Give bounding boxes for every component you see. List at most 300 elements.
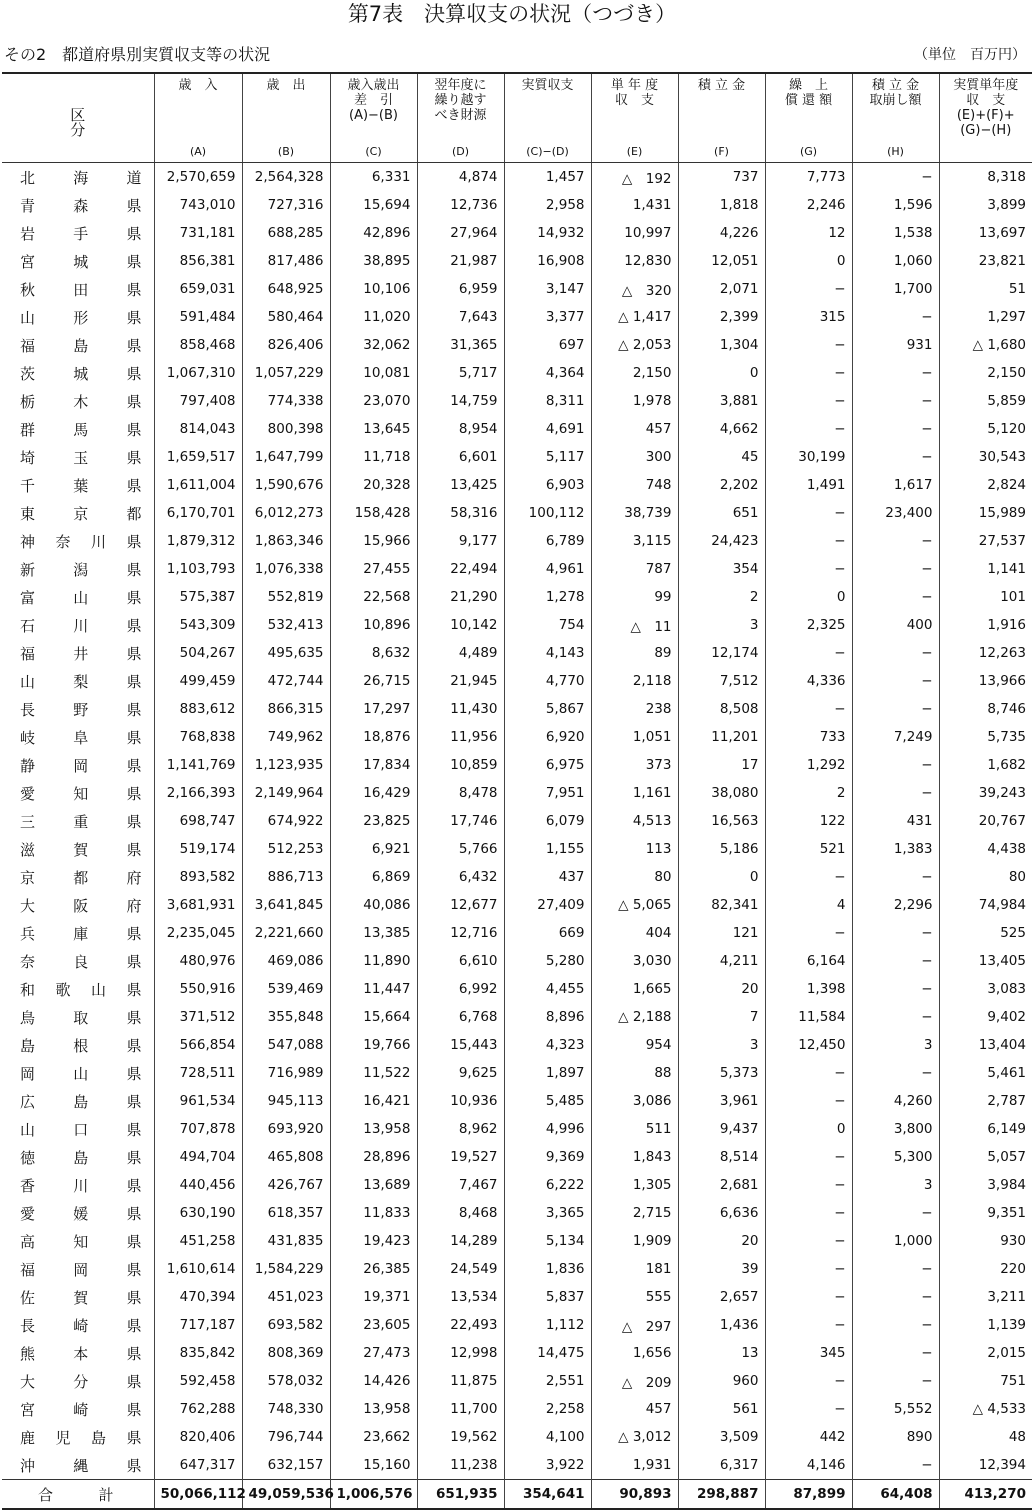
table-cell: 4,662 [678, 415, 765, 443]
table-cell: 8,508 [678, 695, 765, 723]
table-cell: 733 [765, 723, 852, 751]
table-cell: 49,059,536 [242, 1480, 330, 1510]
table-cell: 431 [852, 807, 939, 835]
table-row [2, 1115, 1032, 1143]
table-cell: 578,032 [242, 1367, 330, 1395]
table-cell: 762,288 [154, 1395, 242, 1423]
table-cell: 6,079 [504, 807, 591, 835]
column-header-code: (D) [451, 145, 470, 158]
table-cell: 511 [591, 1115, 678, 1143]
table-cell: △ 1,680 [939, 331, 1032, 359]
table-cell: 2,824 [939, 471, 1032, 499]
table-cell: 858,468 [154, 331, 242, 359]
table-cell: 1,278 [504, 583, 591, 611]
table-cell: 2,149,964 [242, 779, 330, 807]
table-cell: − [852, 1339, 939, 1367]
table-cell: − [852, 443, 939, 471]
table-cell: 728,511 [154, 1059, 242, 1087]
table-cell: 11,238 [417, 1451, 504, 1480]
table-cell: 651,935 [417, 1480, 504, 1510]
table-cell: 3,365 [504, 1199, 591, 1227]
table-cell: 4,146 [765, 1451, 852, 1480]
table-cell: 80 [591, 863, 678, 891]
table-cell: 954 [591, 1031, 678, 1059]
table-cell: 16,563 [678, 807, 765, 835]
column-header [242, 73, 330, 163]
table-cell: 1,112 [504, 1311, 591, 1339]
table-cell: 480,976 [154, 947, 242, 975]
table-cell: 7,951 [504, 779, 591, 807]
table-cell: 495,635 [242, 639, 330, 667]
table-cell: 2,235,045 [154, 919, 242, 947]
table-cell: 2,015 [939, 1339, 1032, 1367]
table-cell: △ 3,012 [591, 1423, 678, 1451]
table-cell: 945,113 [242, 1087, 330, 1115]
prefecture-name: 群馬県 [20, 420, 142, 439]
table-cell: 17 [678, 751, 765, 779]
table-cell: 23,662 [330, 1423, 417, 1451]
table-cell: 6,164 [765, 947, 852, 975]
table-cell: 591,484 [154, 303, 242, 331]
table-cell: 6,921 [330, 835, 417, 863]
table-cell: − [852, 695, 939, 723]
prefecture-name: 山口県 [20, 1120, 142, 1139]
table-cell: 39 [678, 1255, 765, 1283]
table-row [2, 639, 1032, 667]
table-cell: 181 [591, 1255, 678, 1283]
table-cell: 787 [591, 555, 678, 583]
table-cell: 12,677 [417, 891, 504, 919]
table-cell: 3,881 [678, 387, 765, 415]
table-cell: 6,610 [417, 947, 504, 975]
column-header-code: (G) [799, 145, 818, 158]
table-cell: 6,959 [417, 275, 504, 303]
table-cell: 27,473 [330, 1339, 417, 1367]
table-cell: 6,636 [678, 1199, 765, 1227]
table-row [2, 723, 1032, 751]
table-cell: 19,423 [330, 1227, 417, 1255]
table-cell: 371,512 [154, 1003, 242, 1031]
table-cell: 592,458 [154, 1367, 242, 1395]
table-cell: 7,467 [417, 1171, 504, 1199]
prefecture-name: 岩手県 [20, 224, 142, 243]
prefecture-name: 滋賀県 [20, 840, 142, 859]
table-cell: 1,659,517 [154, 443, 242, 471]
column-header [417, 73, 504, 163]
table-cell: 121 [678, 919, 765, 947]
table-cell: 40,086 [330, 891, 417, 919]
table-cell: 19,766 [330, 1031, 417, 1059]
column-header [154, 73, 242, 163]
table-cell: 754 [504, 611, 591, 639]
table-cell: 5,867 [504, 695, 591, 723]
table-subtitle: その2 都道府県別実質収支等の状況 [4, 45, 271, 64]
table-cell: 23,825 [330, 807, 417, 835]
table-cell: 122 [765, 807, 852, 835]
table-cell: 99 [591, 583, 678, 611]
table-cell: 315 [765, 303, 852, 331]
table-cell: 2,071 [678, 275, 765, 303]
prefecture-name: 鳥取県 [20, 1008, 142, 1027]
table-row [2, 1339, 1032, 1367]
column-header [852, 73, 939, 163]
table-cell: 743,010 [154, 191, 242, 219]
table-cell: 3,984 [939, 1171, 1032, 1199]
prefecture-name: 広島県 [20, 1092, 142, 1111]
table-cell: 547,088 [242, 1031, 330, 1059]
table-cell: 74,984 [939, 891, 1032, 919]
table-cell: 8,632 [330, 639, 417, 667]
table-cell: 6,170,701 [154, 499, 242, 527]
table-cell: 17,834 [330, 751, 417, 779]
table-cell: 2,564,328 [242, 163, 330, 192]
table-cell: 4,874 [417, 163, 504, 192]
column-header [678, 73, 765, 163]
table-cell: 18,876 [330, 723, 417, 751]
table-cell: 80 [939, 863, 1032, 891]
table-cell: 4,691 [504, 415, 591, 443]
prefecture-name: 茨城県 [20, 364, 142, 383]
table-cell: 0 [678, 359, 765, 387]
prefecture-name: 大阪府 [20, 896, 142, 915]
table-cell: − [852, 751, 939, 779]
table-row [2, 1087, 1032, 1115]
table-cell: 2,715 [591, 1199, 678, 1227]
table-cell: 651 [678, 499, 765, 527]
prefecture-name: 山梨県 [20, 672, 142, 691]
total-row [2, 1480, 1032, 1510]
table-cell: 1,000 [852, 1227, 939, 1255]
prefecture-name: 北海道 [20, 168, 142, 187]
table-cell: 10,859 [417, 751, 504, 779]
table-cell: − [852, 975, 939, 1003]
table-cell: 17,746 [417, 807, 504, 835]
table-cell: 6,432 [417, 863, 504, 891]
table-cell: 13,697 [939, 219, 1032, 247]
table-cell: 12,736 [417, 191, 504, 219]
table-cell: 797,408 [154, 387, 242, 415]
table-cell: 3 [852, 1031, 939, 1059]
table-cell: 14,475 [504, 1339, 591, 1367]
table-cell: − [765, 555, 852, 583]
table-cell: 1,491 [765, 471, 852, 499]
table-cell: 674,922 [242, 807, 330, 835]
table-cell: 20,767 [939, 807, 1032, 835]
table-cell: 1,611,004 [154, 471, 242, 499]
table-cell: 11,875 [417, 1367, 504, 1395]
table-cell: 3,030 [591, 947, 678, 975]
table-cell: 2,118 [591, 667, 678, 695]
table-row [2, 1311, 1032, 1339]
table-cell: △ 11 [591, 611, 678, 639]
table-row [2, 275, 1032, 303]
table-cell: 2,166,393 [154, 779, 242, 807]
table-cell: 1,292 [765, 751, 852, 779]
table-cell: − [765, 919, 852, 947]
table-cell: 1,141,769 [154, 751, 242, 779]
prefecture-name: 静岡県 [20, 756, 142, 775]
table-cell: 630,190 [154, 1199, 242, 1227]
table-cell: 561 [678, 1395, 765, 1423]
table-cell: 1,836 [504, 1255, 591, 1283]
table-row [2, 1171, 1032, 1199]
table-cell: 13,405 [939, 947, 1032, 975]
column-header-code: (A) [189, 145, 207, 158]
table-cell: 13,534 [417, 1283, 504, 1311]
column-header-label: 歳 出 [266, 78, 306, 93]
table-cell: 32,062 [330, 331, 417, 359]
table-cell: 4 [765, 891, 852, 919]
column-header-label: 歳入歳出 差 引 (A)−(B) [347, 78, 400, 123]
table-cell: 345 [765, 1339, 852, 1367]
table-row [2, 919, 1032, 947]
table-cell: 4,323 [504, 1031, 591, 1059]
prefecture-name: 山形県 [20, 308, 142, 327]
table-cell: 4,455 [504, 975, 591, 1003]
table-cell: 856,381 [154, 247, 242, 275]
table-cell: 1,057,229 [242, 359, 330, 387]
column-header-code: (C)−(D) [526, 145, 569, 158]
table-cell: 499,459 [154, 667, 242, 695]
table-cell: 23,400 [852, 499, 939, 527]
table-cell: 12,998 [417, 1339, 504, 1367]
table-cell: − [765, 863, 852, 891]
table-cell: 566,854 [154, 1031, 242, 1059]
column-header-label: 区 分 [70, 106, 181, 139]
table-cell: − [852, 1311, 939, 1339]
table-cell: 39,243 [939, 779, 1032, 807]
table-cell: 0 [765, 247, 852, 275]
column-header-kubun [2, 73, 181, 163]
table-cell: 4,100 [504, 1423, 591, 1451]
table-cell: 15,694 [330, 191, 417, 219]
table-cell: 27,409 [504, 891, 591, 919]
column-header [504, 73, 591, 163]
table-cell: 4,364 [504, 359, 591, 387]
table-cell: 2,150 [939, 359, 1032, 387]
table-cell: 238 [591, 695, 678, 723]
prefecture-name: 岡山県 [20, 1064, 142, 1083]
table-cell: 8,746 [939, 695, 1032, 723]
table-cell: 11,890 [330, 947, 417, 975]
table-cell: 26,715 [330, 667, 417, 695]
table-cell: 512,253 [242, 835, 330, 863]
table-cell: 300 [591, 443, 678, 471]
table-cell: 2,246 [765, 191, 852, 219]
table-cell: 693,920 [242, 1115, 330, 1143]
prefecture-name: 宮城県 [20, 252, 142, 271]
prefecture-name: 東京都 [20, 504, 142, 523]
table-cell: 883,612 [154, 695, 242, 723]
table-cell: 1,978 [591, 387, 678, 415]
prefecture-name: 愛知県 [20, 784, 142, 803]
table-cell: 457 [591, 1395, 678, 1423]
table-cell: 1,909 [591, 1227, 678, 1255]
table-cell: 12,263 [939, 639, 1032, 667]
table-cell: 555 [591, 1283, 678, 1311]
table-cell: 575,387 [154, 583, 242, 611]
table-cell: 808,369 [242, 1339, 330, 1367]
table-cell: 748,330 [242, 1395, 330, 1423]
table-cell: 5,300 [852, 1143, 939, 1171]
table-cell: 28,896 [330, 1143, 417, 1171]
prefecture-name: 香川県 [20, 1176, 142, 1195]
table-cell: 931 [852, 331, 939, 359]
table-cell: 866,315 [242, 695, 330, 723]
table-cell: 1,656 [591, 1339, 678, 1367]
table-cell: 4,211 [678, 947, 765, 975]
table-cell: 0 [678, 863, 765, 891]
table-cell: − [852, 555, 939, 583]
table-cell: − [765, 1255, 852, 1283]
table-row [2, 387, 1032, 415]
table-cell: 525 [939, 919, 1032, 947]
table-cell: 1,818 [678, 191, 765, 219]
prefecture-name: 和歌山県 [20, 980, 142, 999]
table-cell: 688,285 [242, 219, 330, 247]
table-cell: 31,365 [417, 331, 504, 359]
table-cell: 1,538 [852, 219, 939, 247]
table-cell: 6,903 [504, 471, 591, 499]
prefecture-name: 石川県 [20, 616, 142, 635]
table-cell: − [765, 1283, 852, 1311]
table-cell: 470,394 [154, 1283, 242, 1311]
table-cell: 5,134 [504, 1227, 591, 1255]
table-cell: 11,700 [417, 1395, 504, 1423]
column-header-label: 実質収支 [521, 78, 574, 93]
table-row [2, 947, 1032, 975]
table-cell: 11,522 [330, 1059, 417, 1087]
table-cell: 3,509 [678, 1423, 765, 1451]
table-cell: 88 [591, 1059, 678, 1087]
table-row [2, 555, 1032, 583]
table-cell: 618,357 [242, 1199, 330, 1227]
column-header-code: (E) [626, 145, 643, 158]
table-cell: 7,773 [765, 163, 852, 192]
column-header-label: 積 立 金 [697, 78, 746, 93]
table-cell: − [765, 387, 852, 415]
table-cell: 8,896 [504, 1003, 591, 1031]
table-cell: 774,338 [242, 387, 330, 415]
table-cell: 89 [591, 639, 678, 667]
table-cell: 5,117 [504, 443, 591, 471]
table-cell: 6,920 [504, 723, 591, 751]
table-cell: 6,222 [504, 1171, 591, 1199]
table-cell: 1,060 [852, 247, 939, 275]
table-cell: 7,249 [852, 723, 939, 751]
table-cell: − [852, 163, 939, 192]
table-row [2, 499, 1032, 527]
table-cell: 451,258 [154, 1227, 242, 1255]
table-cell: 8,468 [417, 1199, 504, 1227]
table-cell: 9,351 [939, 1199, 1032, 1227]
table-cell: 539,469 [242, 975, 330, 1003]
table-cell: 38,080 [678, 779, 765, 807]
table-cell: − [765, 1395, 852, 1423]
table-cell: 298,887 [678, 1480, 765, 1510]
table-cell: 413,270 [939, 1480, 1032, 1510]
table-row [2, 751, 1032, 779]
table-cell: 737 [678, 163, 765, 192]
table-cell: 5,280 [504, 947, 591, 975]
table-cell: 716,989 [242, 1059, 330, 1087]
table-cell: 465,808 [242, 1143, 330, 1171]
table-cell: 30,543 [939, 443, 1032, 471]
table-cell: 9,177 [417, 527, 504, 555]
table-cell: 12,450 [765, 1031, 852, 1059]
table-cell: 3,961 [678, 1087, 765, 1115]
table-cell: △ 297 [591, 1311, 678, 1339]
table-cell: 15,443 [417, 1031, 504, 1059]
table-cell: 11,718 [330, 443, 417, 471]
table-cell: 4,336 [765, 667, 852, 695]
table-cell: 24,423 [678, 527, 765, 555]
table-row [2, 1227, 1032, 1255]
table-cell: 1,897 [504, 1059, 591, 1087]
table-cell: 13,645 [330, 415, 417, 443]
table-cell: − [765, 275, 852, 303]
table-cell: − [765, 1311, 852, 1339]
prefecture-name: 兵庫県 [20, 924, 142, 943]
table-cell: 8,514 [678, 1143, 765, 1171]
table-cell: 13 [678, 1339, 765, 1367]
table-cell: 5,485 [504, 1087, 591, 1115]
table-cell: − [765, 1171, 852, 1199]
prefecture-name: 沖縄県 [20, 1456, 142, 1475]
page-title: 第7表 決算収支の状況（つづき） [347, 2, 677, 26]
table-cell: 1,431 [591, 191, 678, 219]
table-cell: 21,290 [417, 583, 504, 611]
table-cell: − [765, 415, 852, 443]
table-cell: 373 [591, 751, 678, 779]
table-cell: 1,584,229 [242, 1255, 330, 1283]
table-cell: 550,916 [154, 975, 242, 1003]
table-cell: 20 [678, 1227, 765, 1255]
table-cell: 693,582 [242, 1311, 330, 1339]
table-row [2, 1255, 1032, 1283]
table-cell: △ 2,053 [591, 331, 678, 359]
table-cell: 13,689 [330, 1171, 417, 1199]
table-row [2, 779, 1032, 807]
table-row [2, 415, 1032, 443]
table-cell: 12,394 [939, 1451, 1032, 1480]
prefecture-name: 高知県 [20, 1232, 142, 1251]
table-cell: − [765, 1059, 852, 1087]
table-cell: 472,744 [242, 667, 330, 695]
table-cell: − [765, 1199, 852, 1227]
table-row [2, 191, 1032, 219]
table-row [2, 1031, 1032, 1059]
table-cell: 13,958 [330, 1115, 417, 1143]
table-cell: 12 [765, 219, 852, 247]
table-cell: 354 [678, 555, 765, 583]
table-cell: 1,398 [765, 975, 852, 1003]
prefecture-name: 新潟県 [20, 560, 142, 579]
table-cell: 4,770 [504, 667, 591, 695]
table-cell: 751 [939, 1367, 1032, 1395]
table-cell: 1,141 [939, 555, 1032, 583]
table-cell: 814,043 [154, 415, 242, 443]
table-row [2, 891, 1032, 919]
table-cell: 4,143 [504, 639, 591, 667]
table-cell: 82,341 [678, 891, 765, 919]
table-cell: 5,552 [852, 1395, 939, 1423]
prefecture-name: 合計 [2, 1480, 154, 1510]
table-cell: 890 [852, 1423, 939, 1451]
table-cell: 50,066,112 [154, 1480, 242, 1510]
table-cell: 58,316 [417, 499, 504, 527]
table-cell: 404 [591, 919, 678, 947]
